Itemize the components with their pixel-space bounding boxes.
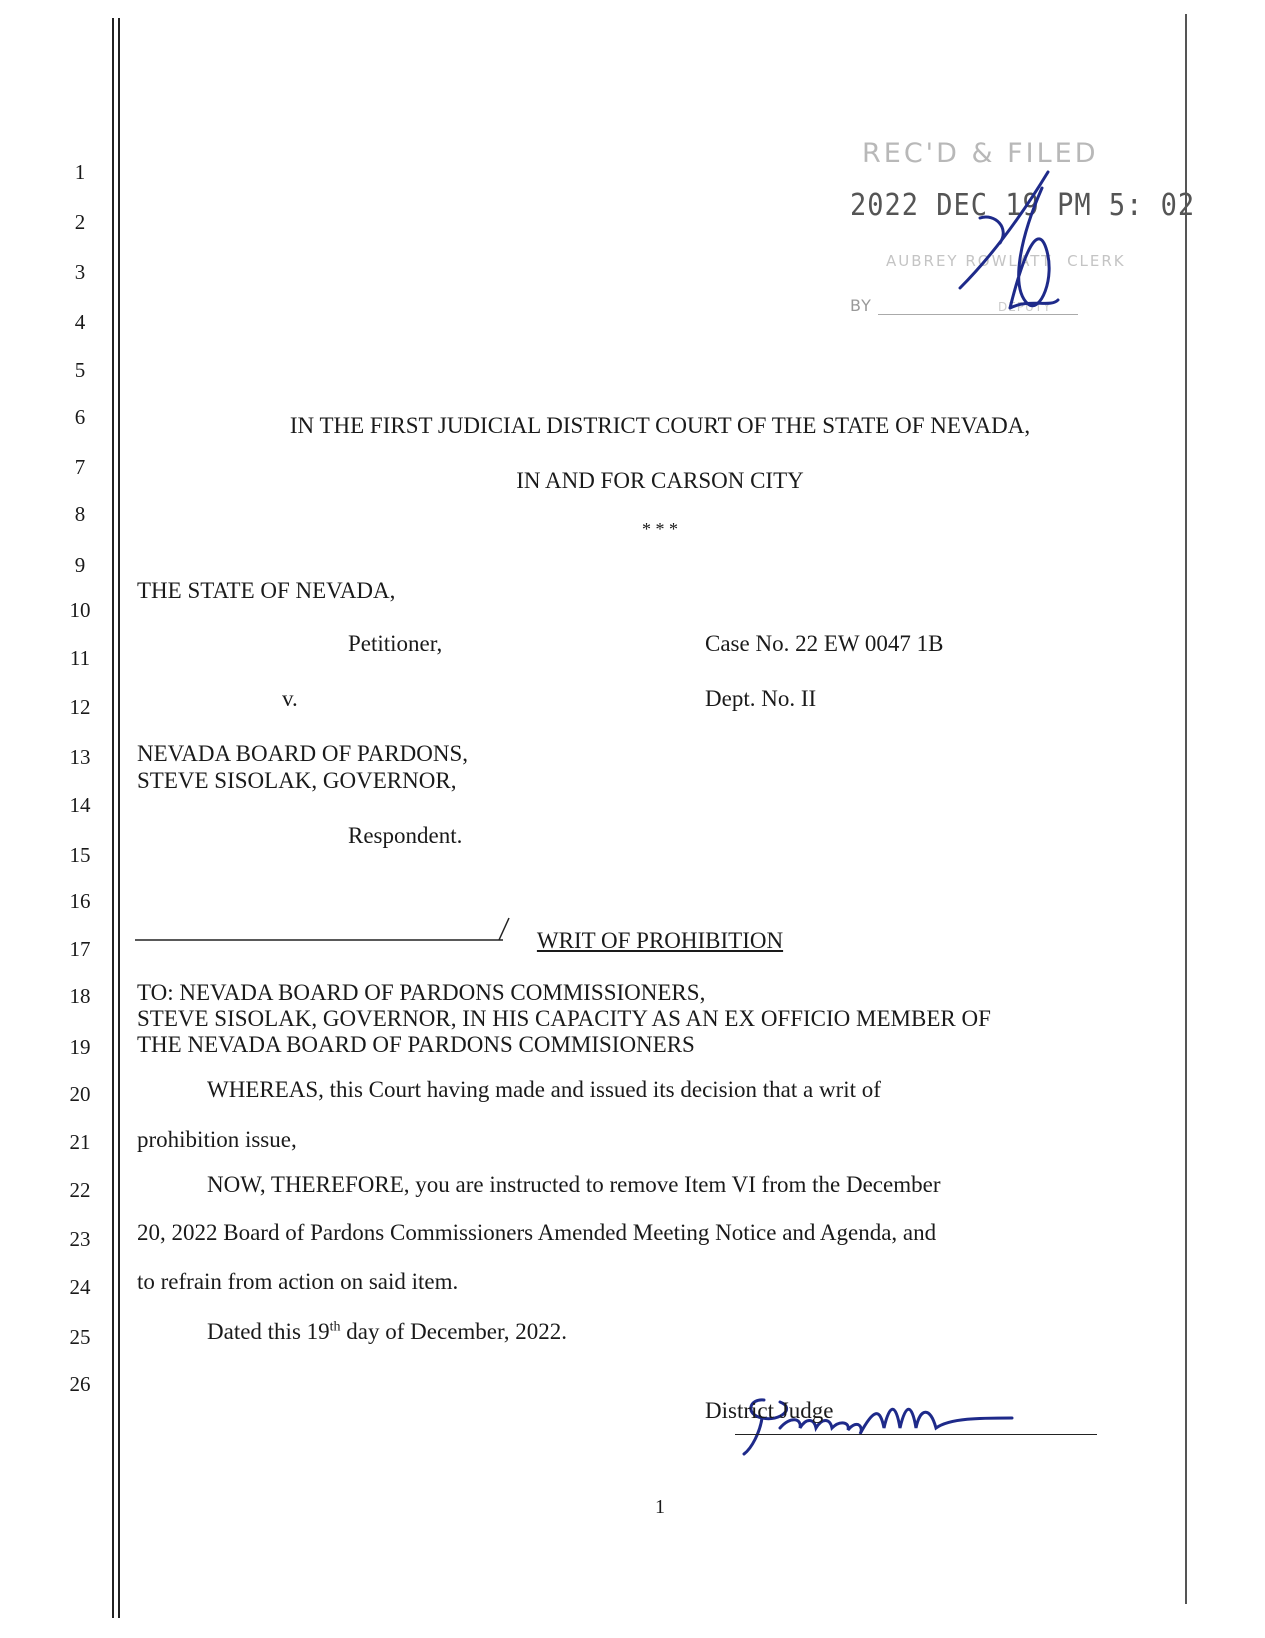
line-number: 12 [69, 695, 91, 719]
body-paragraph-2-line-3: to refrain from action on said item. [137, 1269, 459, 1294]
department-number: Dept. No. II [705, 686, 817, 711]
line-number: 19 [69, 1035, 91, 1059]
body-paragraph-2-line-2: 20, 2022 Board of Pardons Commissioners Amended Meeting Notice and Agenda, and [137, 1220, 937, 1245]
line-number: 16 [69, 889, 91, 913]
filed-stamp [850, 138, 1196, 338]
line-number: 13 [69, 745, 91, 769]
line-number: 15 [69, 843, 91, 867]
stamp-clerk-label: CLERK [1067, 252, 1126, 270]
stamp-deputy-label: DEPUTY [997, 300, 1052, 314]
document-title: WRIT OF PROHIBITION [536, 928, 784, 953]
court-county: IN AND FOR CARSON CITY [516, 468, 804, 493]
margin-rule-right [1185, 14, 1187, 1604]
respondent-name-2: STEVE SISOLAK, GOVERNOR, [137, 768, 457, 793]
stamp-date-time: 2022 DEC 19 PM 5: 02 [850, 188, 1196, 223]
line-number: 9 [74, 553, 86, 577]
line-number: 1 [74, 160, 86, 184]
line-number: 14 [69, 793, 91, 817]
line-number: 11 [69, 646, 91, 670]
dated-ordinal-suffix: th [329, 1319, 341, 1335]
judge-title: District Judge [705, 1398, 834, 1423]
addressee-line-3: THE NEVADA BOARD OF PARDONS COMMISIONERS [137, 1032, 695, 1057]
respondent-name-1: NEVADA BOARD OF PARDONS, [137, 741, 469, 766]
line-number: 26 [69, 1372, 91, 1396]
line-number: 23 [69, 1227, 91, 1251]
line-number: 8 [74, 502, 86, 526]
line-number: 24 [69, 1275, 91, 1299]
margin-rule-left [112, 18, 114, 1618]
judge-signature-line [735, 1434, 1097, 1435]
dated-line [207, 1319, 567, 1344]
line-number: 20 [69, 1082, 91, 1106]
line-number: 18 [69, 984, 91, 1008]
line-number: 7 [74, 455, 86, 479]
line-number: 10 [69, 598, 91, 622]
line-number: 2 [74, 210, 86, 234]
page-number: 1 [655, 1496, 665, 1518]
addressee-line-1: TO: NEVADA BOARD OF PARDONS COMMISSIONERS, [137, 980, 706, 1005]
line-number: 22 [69, 1178, 91, 1202]
line-number: 4 [74, 310, 86, 334]
body-paragraph-1-line-2: prohibition issue, [137, 1127, 297, 1152]
petitioner-name: THE STATE OF NEVADA, [137, 578, 396, 603]
line-number: 25 [69, 1325, 91, 1349]
dated-rest: day of December, 2022. [340, 1319, 567, 1344]
line-number: 21 [69, 1130, 91, 1154]
line-number: 6 [74, 405, 86, 429]
line-number: 5 [74, 358, 86, 382]
dated-prefix: Dated this 19 [207, 1319, 330, 1344]
addressee-line-2: STEVE SISOLAK, GOVERNOR, IN HIS CAPACITY AS AN EX OFFICIO MEMBER OF [137, 1006, 991, 1031]
stamp-by-label: BY [850, 296, 872, 315]
line-number: 3 [74, 260, 86, 284]
line-number: 17 [69, 937, 91, 961]
body-paragraph-1-line-1: WHEREAS, this Court having made and issued its decision that a writ of [207, 1077, 881, 1102]
stamp-clerk-name-text: AUBREY ROWLATT [886, 252, 1053, 270]
stamp-received-text: REC'D & FILED [862, 138, 1099, 169]
respondent-role: Respondent. [348, 823, 463, 848]
petitioner-role: Petitioner, [348, 631, 443, 656]
clerk-signature-icon [950, 158, 1060, 328]
versus: v. [282, 686, 298, 711]
case-number: Case No. 22 EW 0047 1B [705, 631, 944, 656]
body-paragraph-2-line-1: NOW, THEREFORE, you are instructed to remove Item VI from the December [207, 1172, 941, 1197]
header-separator: * * * [642, 519, 678, 539]
margin-rule-left-inner [118, 18, 120, 1618]
court-name: IN THE FIRST JUDICIAL DISTRICT COURT OF THE STATE OF NEVADA, [289, 413, 1031, 438]
